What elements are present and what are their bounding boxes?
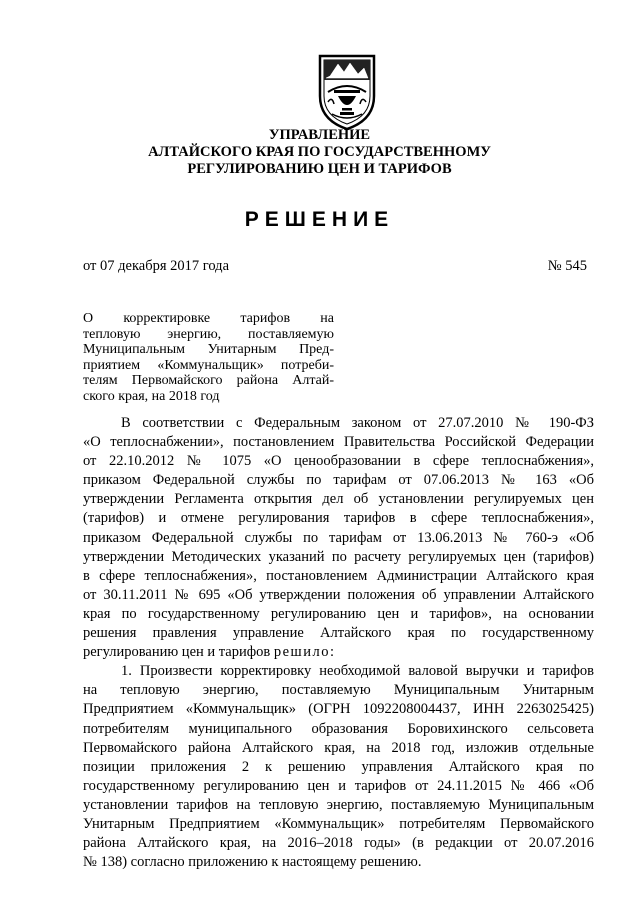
subject-line: О корректировке тарифов на bbox=[83, 311, 334, 326]
body-line: в сфере теплоснабжения», постановлением Администрации Алтайского края bbox=[83, 567, 594, 584]
decision-body bbox=[83, 414, 594, 872]
decision-subject bbox=[83, 311, 334, 404]
org-line: АЛТАЙСКОГО КРАЯ ПО ГОСУДАРСТВЕННОМУ bbox=[148, 144, 491, 160]
body-line: «О теплоснабжении», постановлением Правительства Российской Федерации bbox=[83, 434, 594, 451]
point-line: Предприятием «Коммунальщик» (ОГРН 1092208004437, ИНН 2263025425) bbox=[83, 701, 594, 718]
subject-line: телям Первомайского района Алтай- bbox=[83, 373, 334, 388]
body-line: утверждении Методических указаний по расчету регулируемых цен (тарифов) bbox=[83, 548, 594, 565]
organization-header bbox=[0, 127, 639, 178]
body-line: от 30.11.2011 № 695 «Об утверждении положения об управлении Алтайского bbox=[83, 586, 594, 603]
point-line: 1. Произвести корректировку необходимой валовой выручки и тарифов bbox=[121, 663, 594, 680]
org-line: РЕГУЛИРОВАНИЮ ЦЕН И ТАРИФОВ bbox=[187, 161, 452, 177]
body-line bbox=[83, 643, 594, 662]
point-line: на тепловую энергию, поставляемую Муниципальным Унитарным bbox=[83, 682, 594, 699]
point-line: № 138) согласно приложению к настоящему решению. bbox=[83, 854, 422, 871]
resolved-word: решило bbox=[273, 644, 330, 661]
body-line-text: регулированию цен и тарифов bbox=[83, 644, 274, 661]
body-line: В соответствии с Федеральным законом от 27.07.2010 № 190-ФЗ bbox=[121, 415, 594, 431]
body-line: (тарифов) и отмене регулирования тарифов в сфере теплоснабжения», bbox=[83, 510, 594, 527]
point-line: потребителям муниципального образования Боровихинского сельсовета bbox=[83, 720, 594, 737]
body-line: приказом Федеральной службы по тарифам от 07.06.2013 № 163 «Об bbox=[83, 472, 594, 489]
altai-krai-coat-of-arms-icon bbox=[314, 52, 380, 132]
org-line: УПРАВЛЕНИЕ bbox=[268, 127, 371, 143]
subject-line: ского края, на 2018 год bbox=[83, 388, 220, 404]
point-line: позиции приложения 2 к решению управления Алтайского края по bbox=[83, 758, 594, 775]
document-date: от 07 декабря 2017 года bbox=[83, 258, 229, 274]
point-line: государственному регулированию цен и тарифов от 24.11.2015 № 466 «Об bbox=[83, 777, 594, 794]
document-number: № 545 bbox=[547, 258, 587, 274]
point-line: Унитарным Предприятием «Коммунальщик» потребителям Первомайского bbox=[83, 815, 594, 832]
body-line-text: : bbox=[329, 644, 334, 661]
body-line: от 22.10.2012 № 1075 «О ценообразовании в сфере теплоснабжения», bbox=[83, 453, 594, 470]
body-line: утверждении Регламента открытия дел об установлении регулируемых цен bbox=[83, 491, 594, 508]
subject-line: приятием «Коммунальщик» потреби- bbox=[83, 357, 334, 373]
body-line: решения правления управление Алтайского края по государственному bbox=[83, 625, 594, 642]
subject-line: Муниципальным Унитарным Пред- bbox=[83, 342, 334, 357]
point-line: Первомайского района Алтайского края, на 2018 год, изложив отдельные bbox=[83, 739, 594, 756]
body-line: края по государственному регулированию цен и тарифов», на основании bbox=[83, 605, 594, 622]
document-title: РЕШЕНИЕ bbox=[244, 208, 395, 231]
subject-line: тепловую энергию, поставляемую bbox=[83, 326, 334, 342]
point-line: района Алтайского края, на 2016–2018 годы» (в редакции от 20.07.2016 bbox=[83, 835, 594, 852]
body-line: приказом Федеральной службы по тарифам от 13.06.2013 № 760-э «Об bbox=[83, 529, 594, 546]
point-line: установлении тарифов на тепловую энергию, поставляемую Муниципальным bbox=[83, 796, 594, 813]
